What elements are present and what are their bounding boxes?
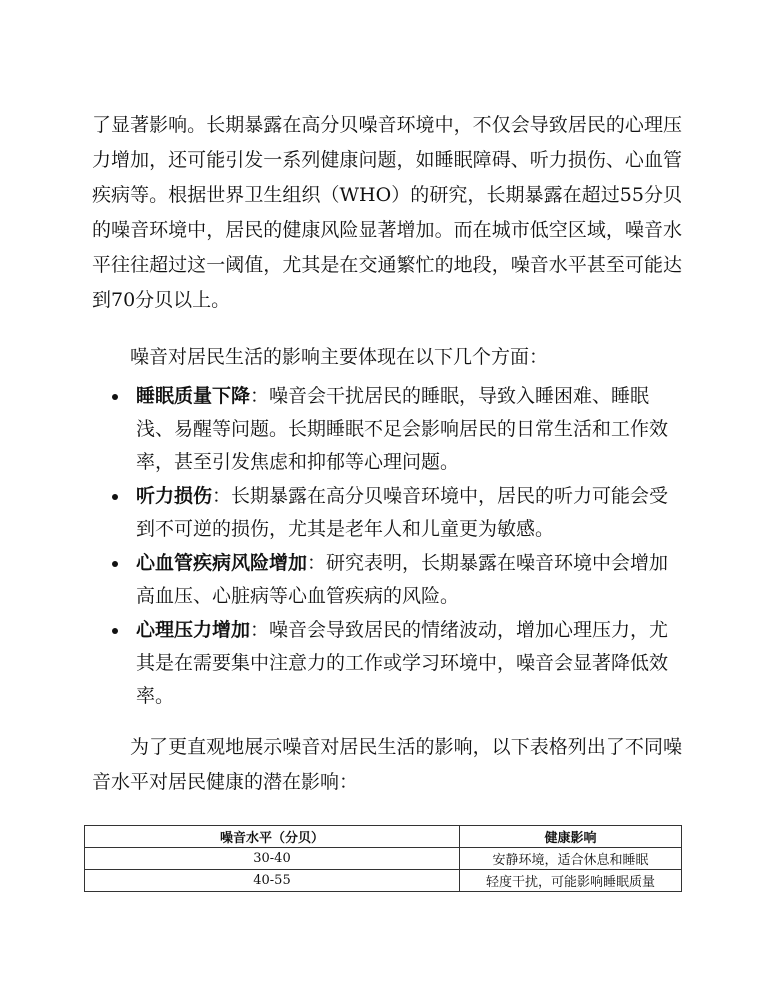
effect-term: 听力损伤 <box>136 485 213 507</box>
table-row <box>85 848 682 870</box>
header-noise-level: 噪音水平（分贝） <box>85 826 460 848</box>
cell-noise-level: 40-55 <box>85 870 460 892</box>
effect-text: ：噪音会干扰居民的睡眠，导致入睡困难、睡眠浅、易醒等问题。长期睡眠不足会影响居民的日常生活和工作效率，甚至引发焦虑和抑郁等心理问题。 <box>136 385 669 473</box>
cell-noise-level: 30-40 <box>85 848 460 870</box>
header-health-impact: 健康影响 <box>460 826 682 848</box>
list-item <box>92 547 682 613</box>
list-item <box>92 480 682 546</box>
bullet-icon <box>112 628 118 634</box>
list-item <box>92 380 682 479</box>
list-item <box>92 614 682 713</box>
cell-health-impact: 安静环境，适合休息和睡眠 <box>460 848 682 870</box>
effects-list <box>92 380 682 714</box>
effect-text: ：噪音会导致居民的情绪波动，增加心理压力，尤其是在需要集中注意力的工作或学习环境中，噪音会显著降低效率。 <box>136 619 669 707</box>
effect-term: 睡眠质量下降 <box>136 385 251 407</box>
effect-text: ：长期暴露在高分贝噪音环境中，居民的听力可能会受到不可逆的损伤，尤其是老年人和儿童更为敏感。 <box>136 485 669 540</box>
table-header-row <box>85 826 682 848</box>
bullet-icon <box>112 394 118 400</box>
bullet-icon <box>112 561 118 567</box>
cell-health-impact: 轻度干扰，可能影响睡眠质量 <box>460 870 682 892</box>
effect-term: 心理压力增加 <box>136 619 251 641</box>
effects-lead-paragraph: 噪音对居民生活的影响主要体现在以下几个方面： <box>130 346 549 368</box>
table-row <box>85 870 682 892</box>
effect-text: ：研究表明，长期暴露在噪音环境中会增加高血压、心脏病等心血管疾病的风险。 <box>136 552 669 607</box>
noise-impact-table <box>84 825 682 892</box>
table-lead-paragraph: 为了更直观地展示噪音对居民生活的影响，以下表格列出了不同噪音水平对居民健康的潜在影响： <box>92 736 682 793</box>
effect-term: 心血管疾病风险增加 <box>136 552 308 574</box>
bullet-icon <box>112 494 118 500</box>
intro-paragraph: 了显著影响。长期暴露在高分贝噪音环境中，不仅会导致居民的心理压力增加，还可能引发一系列健康问题，如睡眠障碍、听力损伤、心血管疾病等。根据世界卫生组织（WHO）的研究，长期暴露在超过55分贝的噪音环境中，居民的健康风险显著增加。而在城市低空区域，噪音水平往往超过这一阈值，尤其是在交通繁忙的地段，噪音水平甚至可能达到70分贝以上。 <box>92 114 682 311</box>
